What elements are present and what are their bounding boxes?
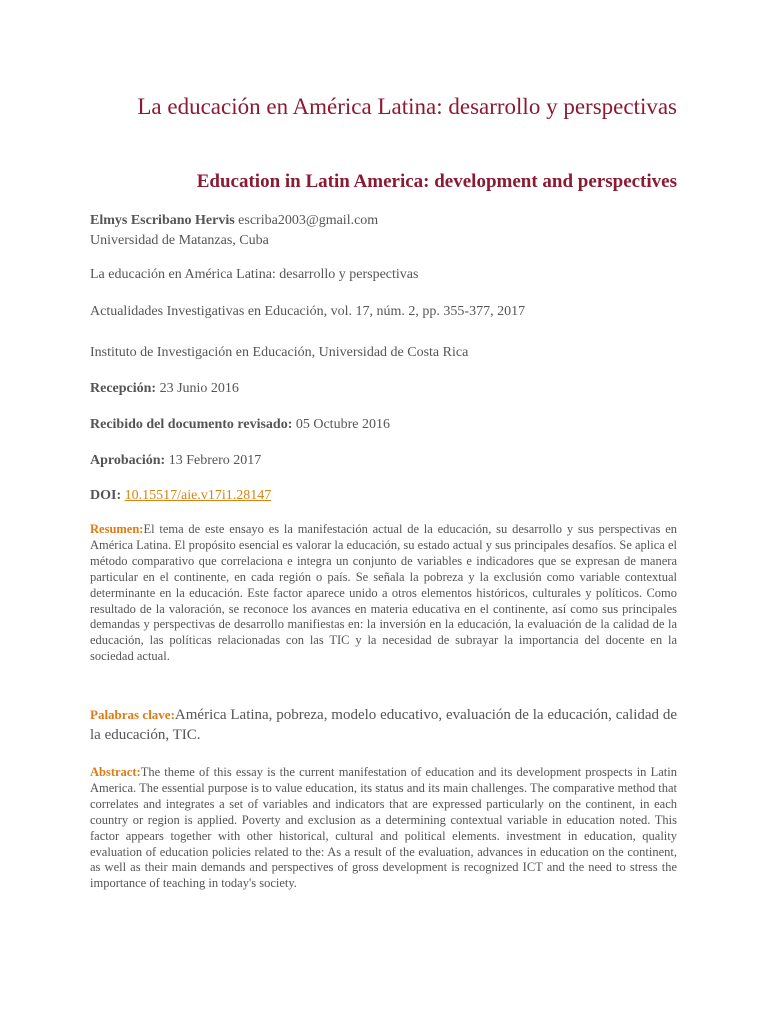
resumen-label: Resumen: <box>90 522 144 536</box>
doi-link[interactable]: 10.15517/aie.v17i1.28147 <box>124 488 272 503</box>
publishing-institute: Instituto de Investigación en Educación, Universidad de Costa Rica <box>90 345 469 360</box>
repeat-title: La educación en América Latina: desarrollo y perspectivas <box>90 267 419 282</box>
author-name: Elmys Escribano Hervis <box>90 213 235 228</box>
approval-value: 13 Febrero 2017 <box>165 453 262 468</box>
reception-label: Recepción: <box>90 381 157 396</box>
approval-date <box>90 451 677 470</box>
doi-line <box>90 486 677 505</box>
resumen-text: El tema de este ensayo es la manifestación actual de la educación, su desarrollo y sus perspectivas en América Latina. El propósito esencial es valorar la educación, su estado actual y sus principales desafíos. Se aplica el método comparativo que correlaciona e integra un conjunto de variables e indicadores que se expresan de manera particular en el continente, en cada región o país. Se señala la pobreza y la exclusión como variable contextual determinante en la educación. Este factor aparece unido a otros elementos históricos, culturales y políticos. Como resultado de la valoración, se reconoce los avances en materia educativa en el continente, así como sus principales demandas y perspectivas de desarrollo manifiestas en: la inversión en la educación, la evaluación de la calidad de la educación, las políticas relacionadas con las TIC y la necesidad de subrayar la importancia del docente en la sociedad actual. <box>90 522 677 664</box>
approval-label: Aprobación: <box>90 453 166 468</box>
keywords-label: Palabras clave: <box>90 707 175 722</box>
journal-citation: Actualidades Investigativas en Educación, vol. 17, núm. 2, pp. 355-377, 2017 <box>90 304 526 319</box>
reception-date <box>90 379 677 398</box>
resumen-paragraph <box>90 522 677 665</box>
reception-value: 23 Junio 2016 <box>156 381 239 396</box>
abstract-paragraph <box>90 765 677 892</box>
revised-date <box>90 415 677 434</box>
abstract-text: The theme of this essay is the current manifestation of education and its development prospects in Latin America. The essential purpose is to value education, its status and its main challenges. The comparative method that correlates and integrates a set of variables and indicators that are expressed particularly on the continent, in each country or region is applied. Poverty and exclusion as a determining contextual variable in education noted. This factor appears together with other historical, cultural and political elements. investment in education, quality evaluation of education policies related to the: As a result of the evaluation, advances in education on the continent, as well as their main demands and perspectives of gross development is recognized ICT and the need to stress the importance of teaching in today's society. <box>90 765 677 891</box>
author-institution: Universidad de Matanzas, Cuba <box>90 233 269 248</box>
doi-label: DOI: <box>90 488 122 503</box>
revised-value: 05 Octubre 2016 <box>292 417 390 432</box>
author-line <box>90 211 677 230</box>
keywords-paragraph <box>90 705 677 745</box>
author-email: escriba2003@gmail.com <box>238 213 379 228</box>
revised-label: Recibido del documento revisado: <box>90 417 293 432</box>
title-english: Education in Latin America: development and perspectives <box>196 171 677 192</box>
keywords-text: América Latina, pobreza, modelo educativo, evaluación de la educación, calidad de la educación, TIC. <box>90 707 678 743</box>
title-spanish: La educación en América Latina: desarrollo y perspectivas <box>137 94 677 119</box>
abstract-label: Abstract: <box>90 765 141 779</box>
